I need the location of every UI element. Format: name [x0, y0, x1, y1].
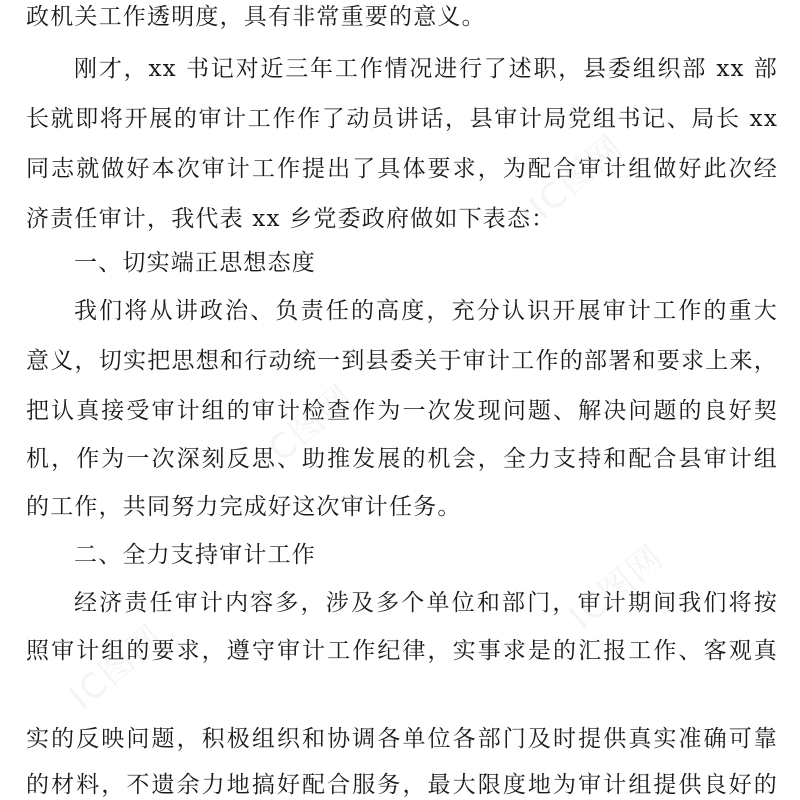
text-line-14: 的材料，不遗余力地搞好配合服务，最大限度地为审计组提供良好的 — [26, 772, 778, 798]
watermark: IC图网 — [252, 376, 363, 478]
text-line-12: 照审计组的要求，遵守审计工作纪律，实事求是的汇报工作、客观真 — [26, 638, 778, 664]
text-line-7: 意义，切实把思想和行动统一到县委关于审计工作的部署和要求上来， — [26, 348, 778, 374]
text-line-6: 我们将从讲政治、负责任的高度，充分认识开展审计工作的重大 — [74, 298, 778, 324]
watermark: IC图网 — [562, 536, 673, 638]
text-line-8: 把认真接受审计组的审计检查作为一次发现问题、解决问题的良好契 — [26, 398, 778, 424]
section-heading-1: 一、切实端正思想态度 — [74, 250, 316, 276]
text-line-5: 济责任审计，我代表 xx 乡党委政府做如下表态： — [26, 206, 556, 232]
text-line-11: 经济责任审计内容多，涉及多个单位和部门，审计期间我们将按 — [74, 590, 778, 616]
text-line-3: 长就即将开展的审计工作作了动员讲话，县审计局党组书记、局长 xx — [26, 106, 778, 132]
text-line-13: 实的反映问题，积极组织和协调各单位各部门及时提供真实准确可靠 — [26, 726, 778, 752]
section-heading-2: 二、全力支持审计工作 — [74, 542, 316, 568]
text-line-10: 的工作，共同努力完成好这次审计任务。 — [26, 494, 462, 520]
text-line-2: 刚才，xx 书记对近三年工作情况进行了述职，县委组织部 xx 部 — [74, 56, 778, 82]
watermark: IC图网 — [522, 126, 633, 228]
watermark: IC图网 — [62, 616, 173, 718]
text-line-4: 同志就做好本次审计工作提出了具体要求，为配合审计组做好此次经 — [26, 156, 778, 182]
text-line-1: 政机关工作透明度，具有非常重要的意义。 — [26, 4, 486, 30]
text-line-9: 机，作为一次深刻反思、助推发展的机会，全力支持和配合县审计组 — [26, 446, 778, 472]
